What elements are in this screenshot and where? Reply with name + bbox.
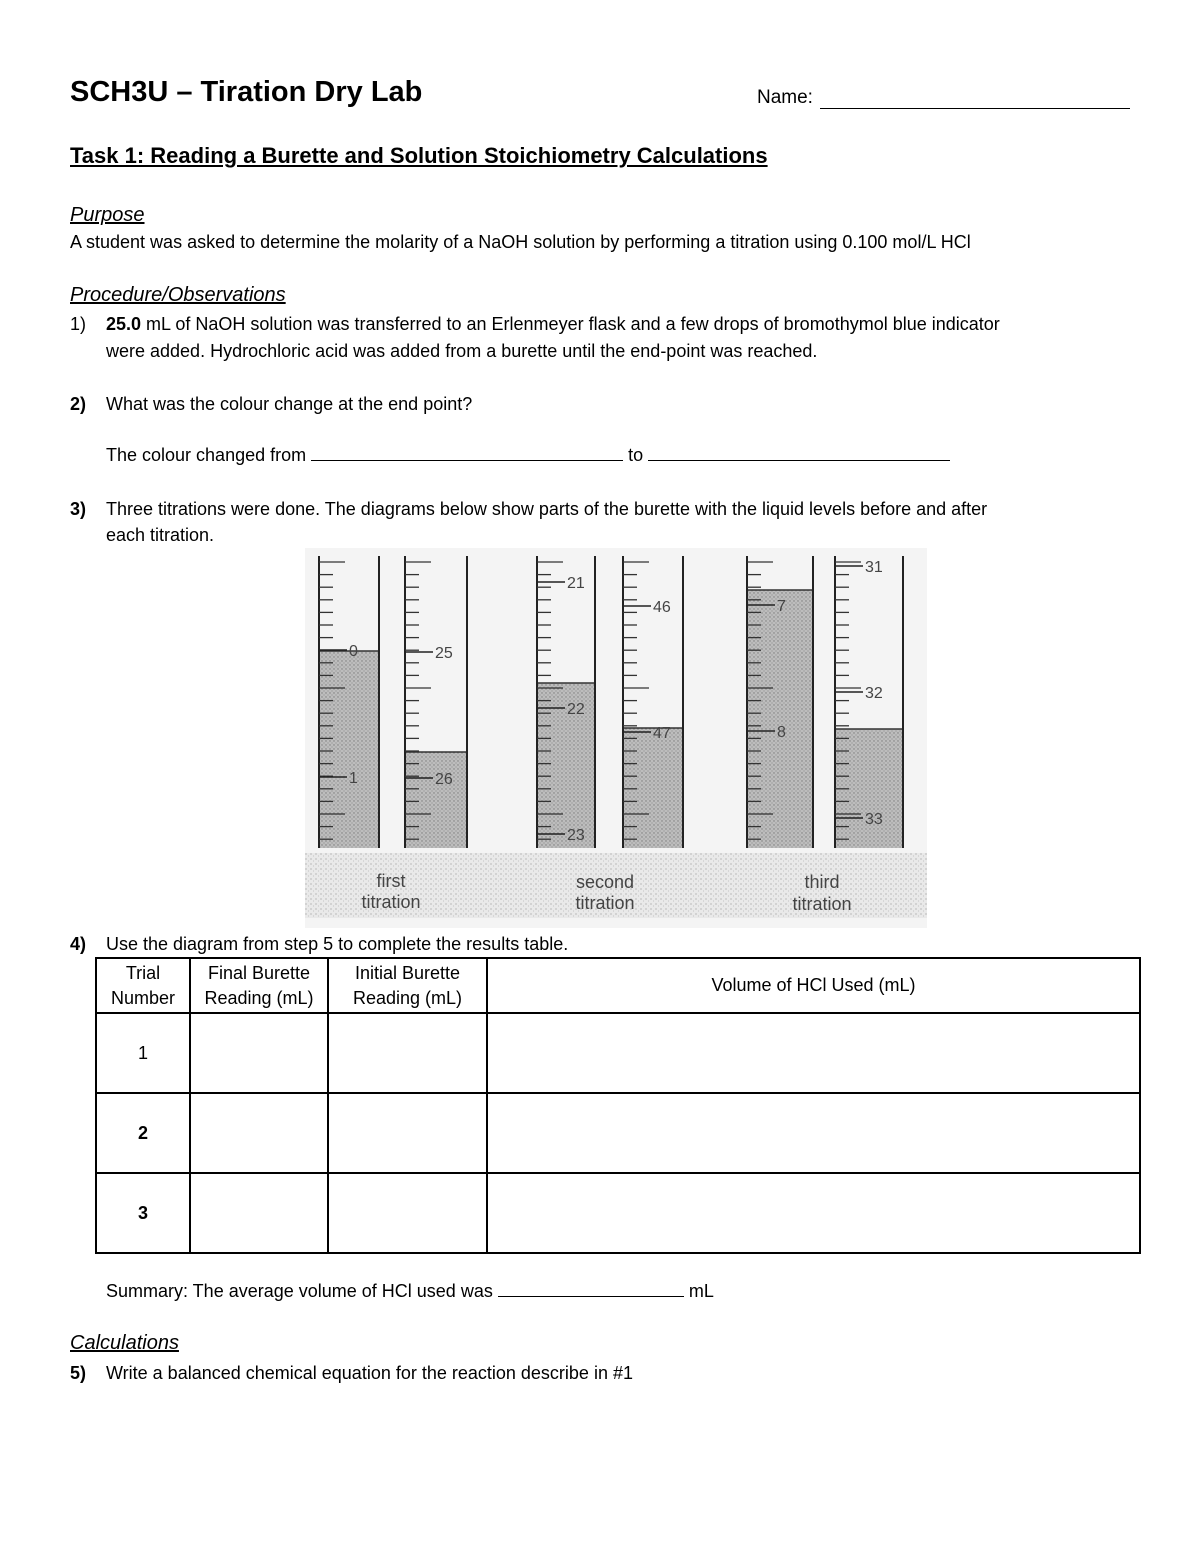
burette-liquid	[747, 590, 813, 848]
purpose-text: A student was asked to determine the molarity of a NaOH solution by performing a titration using 0.100 mol/L HCl	[70, 232, 971, 252]
trial-number-cell: 1	[96, 1013, 190, 1093]
summary-unit: mL	[688, 1281, 714, 1301]
step-4-number: 4)	[70, 934, 87, 954]
step-2-number: 2)	[70, 394, 87, 414]
step-3-line-1: Three titrations were done. The diagrams below show parts of the burette with the liquid levels before and after	[106, 499, 988, 519]
burette-diagram	[305, 548, 927, 928]
name-field-line[interactable]	[820, 108, 1130, 109]
initial-reading-cell[interactable]	[328, 1093, 487, 1173]
step-5-number: 5)	[70, 1363, 87, 1383]
header-line: Reading (mL)	[204, 987, 314, 1008]
burette-3-initial	[747, 556, 813, 848]
burette-liquid	[623, 728, 683, 848]
purpose-heading: Purpose	[70, 204, 145, 226]
colour-from-blank[interactable]	[311, 442, 623, 461]
table-row	[96, 1093, 1140, 1173]
initial-reading-cell[interactable]	[328, 1013, 487, 1093]
table-row	[96, 1173, 1140, 1253]
task-title: Task 1: Reading a Burette and Solution Stoichiometry Calculations	[70, 143, 768, 168]
header-line: Number	[110, 987, 176, 1008]
procedure-heading: Procedure/Observations	[70, 284, 286, 306]
header-line: Reading (mL)	[352, 987, 463, 1008]
burette-scale-label: 21	[567, 575, 585, 592]
colour-to-blank[interactable]	[648, 442, 950, 461]
final-reading-cell[interactable]	[190, 1093, 328, 1173]
step-1-line-2: were added. Hydrochloric acid was added from a burette until the end-point was reached.	[106, 341, 818, 361]
header-initial-reading	[328, 958, 487, 1013]
third-titration-label-1: third	[804, 872, 840, 892]
step-1-text: mL of NaOH solution was transferred to an Erlenmeyer flask and a few drops of bromothymol blue indicator	[141, 314, 1000, 334]
burette-scale-label: 46	[653, 599, 671, 616]
trial-number-cell: 3	[96, 1173, 190, 1253]
initial-reading-cell[interactable]	[328, 1173, 487, 1253]
burette-scale-label: 22	[567, 701, 585, 718]
header-trial-number	[96, 958, 190, 1013]
volume-used-cell[interactable]	[487, 1173, 1140, 1253]
colour-from-label: The colour changed from	[106, 445, 307, 465]
burette-scale-label: 25	[435, 645, 453, 662]
header-line: Trial	[125, 962, 161, 983]
burette-liquid	[319, 651, 379, 848]
step-5-text: Write a balanced chemical equation for the reaction describe in #1	[106, 1363, 633, 1383]
table-row	[96, 1013, 1140, 1093]
step-1-line-1	[106, 311, 1166, 338]
third-titration-label-2: titration	[792, 894, 852, 914]
burette-scale-label: 33	[865, 811, 883, 828]
step-3-number: 3)	[70, 499, 87, 519]
final-reading-cell[interactable]	[190, 1013, 328, 1093]
burette-scale-label: 47	[653, 725, 671, 742]
step-1-volume: 25.0	[106, 314, 142, 334]
calculations-heading: Calculations	[70, 1332, 179, 1354]
burette-scale-label: 26	[435, 771, 453, 788]
first-titration-label-1: first	[376, 871, 406, 891]
burette-scale-label: 32	[865, 685, 883, 702]
header-final-reading	[190, 958, 328, 1013]
page-title: SCH3U – Tiration Dry Lab	[70, 76, 423, 108]
volume-used-cell[interactable]	[487, 1093, 1140, 1173]
step-3-line-2: each titration.	[106, 525, 215, 545]
summary-line	[106, 1278, 714, 1305]
colour-to-label: to	[628, 445, 644, 465]
colour-change-line	[106, 442, 950, 469]
step-1-number: 1)	[70, 314, 87, 334]
burette-scale-label: 1	[349, 770, 358, 787]
burette-scale-label: 0	[349, 643, 358, 660]
header-line: Final Burette	[207, 962, 311, 983]
burette-scale-label: 8	[777, 724, 786, 741]
burette-scale-label: 7	[777, 598, 786, 615]
final-reading-cell[interactable]	[190, 1173, 328, 1253]
header-volume-used: Volume of HCl Used (mL)	[487, 958, 1140, 1013]
name-label: Name:	[757, 87, 813, 108]
summary-text: Summary: The average volume of HCl used was	[106, 1281, 493, 1301]
step-2-text: What was the colour change at the end point?	[106, 394, 473, 414]
table-header-row	[96, 958, 1140, 1013]
burette-scale-label: 31	[865, 559, 883, 576]
burette-scale-label: 23	[567, 827, 585, 844]
trial-number-cell: 2	[96, 1093, 190, 1173]
step-4-text: Use the diagram from step 5 to complete the results table.	[106, 934, 569, 954]
second-titration-label-1: second	[575, 872, 635, 892]
volume-used-cell[interactable]	[487, 1013, 1140, 1093]
burette-liquid	[405, 752, 467, 848]
header-line: Initial Burette	[354, 962, 461, 983]
results-table	[95, 957, 1141, 1254]
first-titration-label-2: titration	[361, 892, 421, 912]
average-volume-blank[interactable]	[498, 1278, 684, 1297]
second-titration-label-2: titration	[575, 893, 635, 913]
